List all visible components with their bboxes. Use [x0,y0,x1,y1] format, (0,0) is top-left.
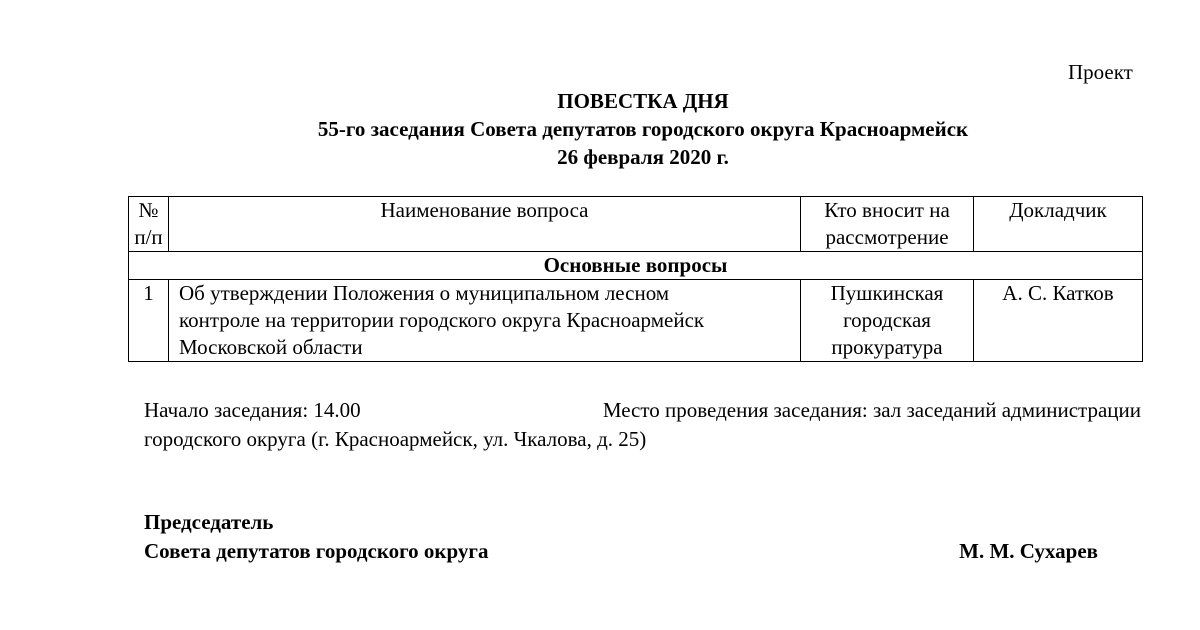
signature-name: М. М. Сухарев [959,539,1098,563]
draft-stamp: Проект [1068,60,1133,84]
agenda-table [128,196,1143,362]
signature-block [144,508,1098,566]
signature-title-line2: Совета депутатов городского округа [144,539,489,563]
meeting-start: Начало заседания: 14.00 [144,398,361,422]
question-line: контроле на территории городского округа Красноармейск [179,308,705,332]
document-title: ПОВЕСТКА ДНЯ [557,89,729,113]
header-who-line1: Кто вносит на [824,198,950,222]
document-header [0,87,1200,171]
header-reporter: Докладчик [974,197,1143,252]
header-name: Наименование вопроса [169,197,801,252]
document-subtitle: 55-го заседания Совета депутатов городского округа Красноармейск [317,117,969,141]
section-title: Основные вопросы [129,252,1143,280]
header-num-line2: п/п [134,225,163,249]
header-submitted-by [801,197,974,252]
meeting-place-address: городского округа (г. Красноармейск, ул. Чкалова, д. 25) [144,427,647,451]
document-date: 26 февраля 2020 г. [557,145,729,169]
meeting-info-line1 [144,396,1141,425]
submitted-by-line: прокуратура [831,335,943,359]
question-line: Московской области [179,335,363,359]
meeting-place: Место проведения заседания: зал заседаний администрации [602,398,1141,422]
submitted-by-line: городская [843,308,931,332]
header-num-line1: № [138,198,159,222]
table-row [129,280,1143,362]
signature-title-line1: Председатель [144,510,274,534]
row-num: 1 [129,280,169,362]
row-submitted-by [801,280,974,362]
table-header-row [129,197,1143,252]
section-row [129,252,1143,280]
header-who-line2: рассмотрение [825,225,949,249]
header-num [129,197,169,252]
submitted-by-line: Пушкинская [830,281,944,305]
row-question [169,280,801,362]
question-line: Об утверждении Положения о муниципальном лесном [179,281,670,305]
meeting-info [144,396,1141,454]
signature-line2 [144,537,1098,566]
row-reporter: А. С. Катков [974,280,1143,362]
